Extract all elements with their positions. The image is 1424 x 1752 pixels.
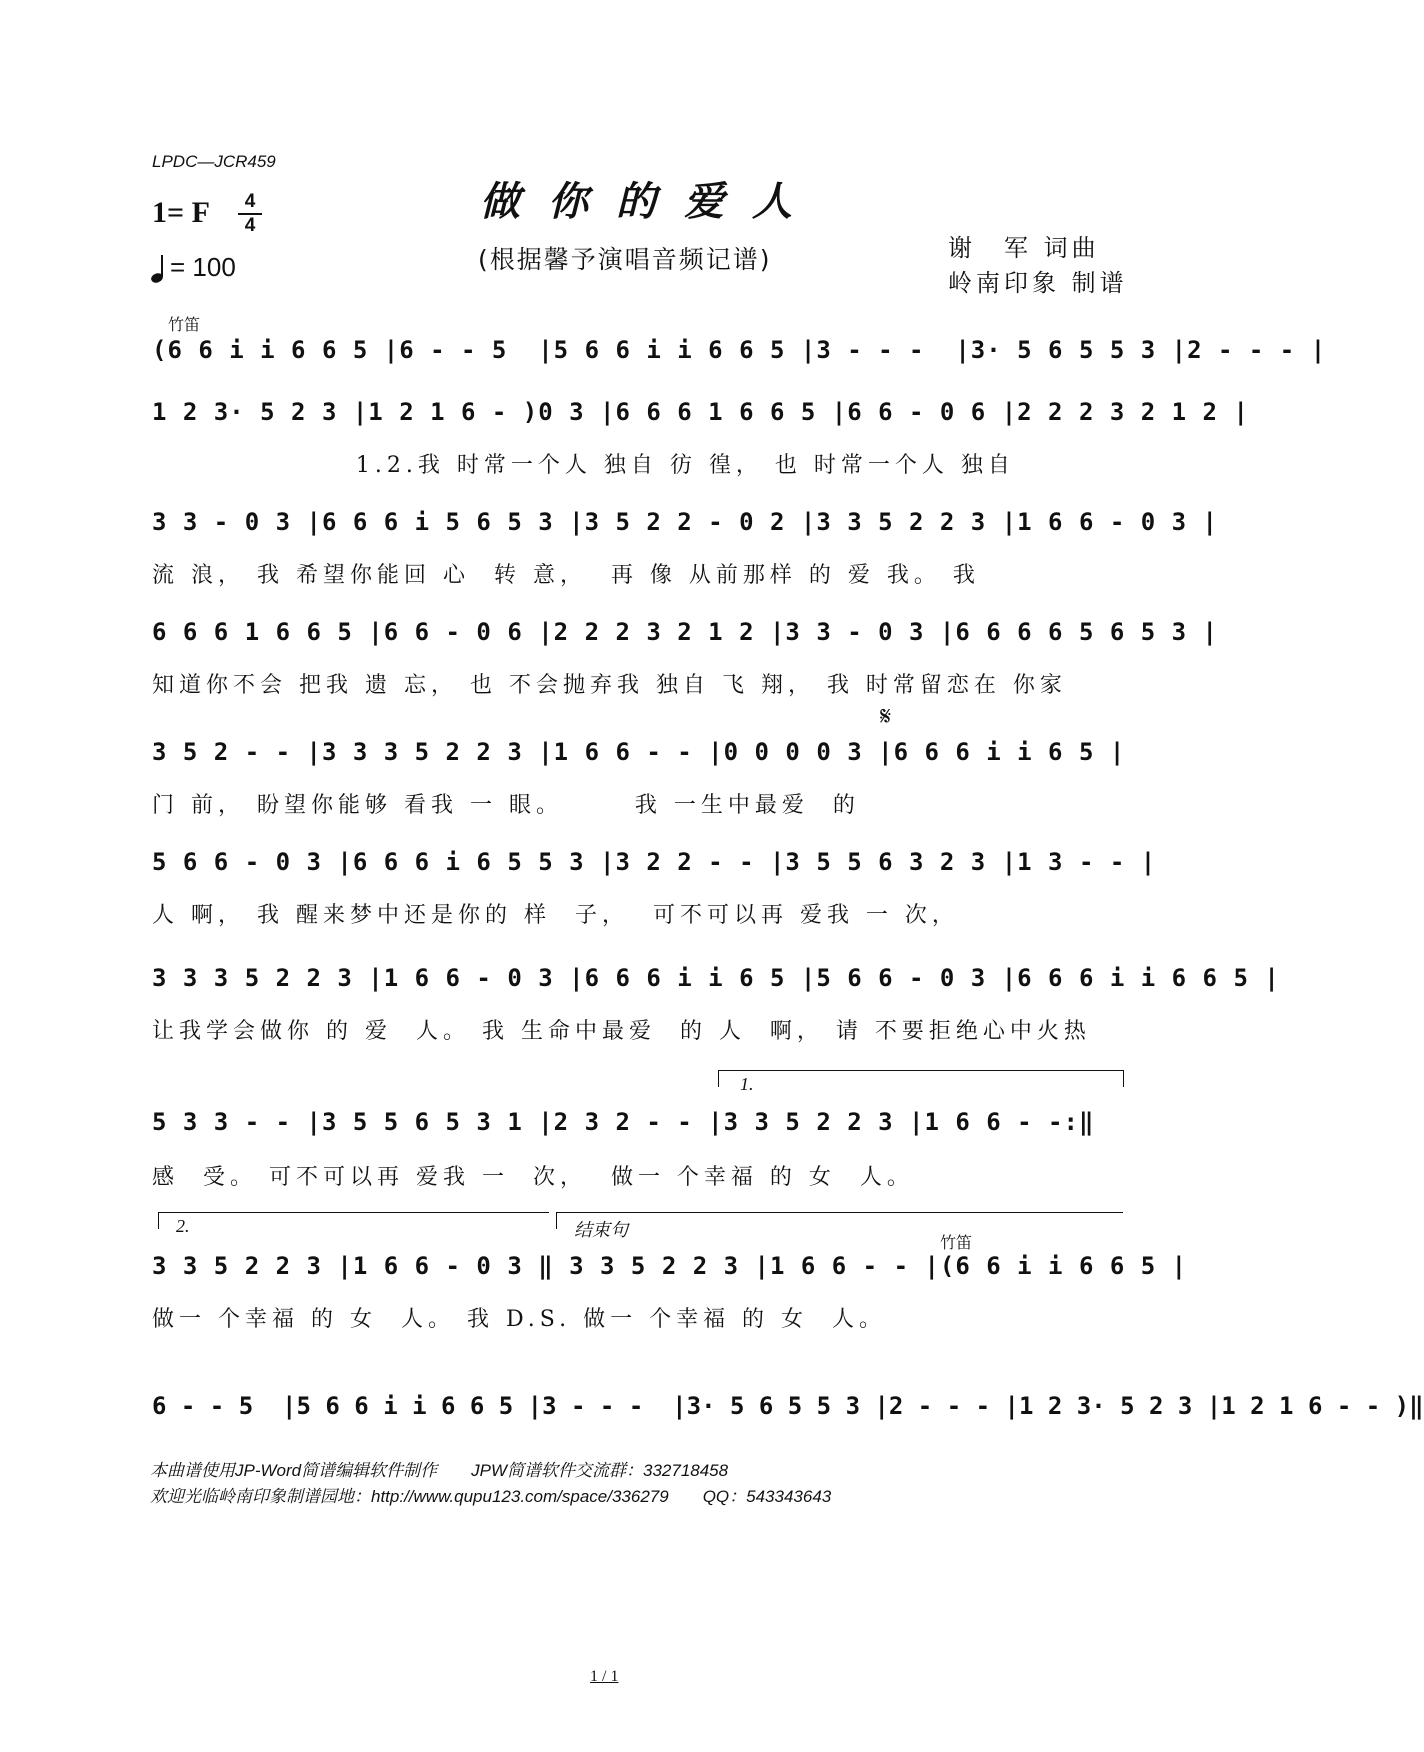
lyrics-line: 知道你不会 把我 遗 忘， 也 不会抛弃我 独自 飞 翔， 我 时常留恋在 你家	[152, 673, 1067, 698]
lyrics-line: 门 前， 盼望你能够 看我 一 眼。 我 一生中最爱 的	[152, 793, 860, 818]
time-numerator: 4	[244, 191, 256, 212]
notation-line: (6 6 i i 6 6 5 |6 - - 5 |5 6 6 i i 6 6 5 |3 - - - |3· 5 6 5 5 3 |2 - - - |	[152, 336, 1327, 364]
notation-line: 1 2 3· 5 2 3 |1 2 1 6 - )0 3 |6 6 6 1 6 6 5 |6 6 - 0 6 |2 2 2 3 2 1 2 |	[152, 398, 1249, 426]
notation-line: 3 5 2 - - |3 3 3 5 2 2 3 |1 6 6 - - |0 0 0 0 3 |6 6 6 i i 6 5 |	[152, 738, 1126, 766]
notation-line: 6 - - 5 |5 6 6 i i 6 6 5 |3 - - - |3· 5 6 5 5 3 |2 - - - |1 2 3· 5 2 3 |1 2 1 6 - - )‖	[152, 1392, 1424, 1420]
footer-line: 本曲谱使用JP-Word简谱编辑软件制作 JPW简谱软件交流群：332718458	[150, 1461, 729, 1480]
notation-line: 5 3 3 - - |3 5 5 6 5 3 1 |2 3 2 - - |3 3 5 2 2 3 |1 6 6 - -:‖	[152, 1108, 1095, 1136]
notation-line: 6 6 6 1 6 6 5 |6 6 - 0 6 |2 2 2 3 2 1 2 |3 3 - 0 3 |6 6 6 6 5 6 5 3 |	[152, 618, 1218, 646]
arranger: 岭南印象 制谱	[948, 269, 1128, 297]
score-code: LPDC—JCR459	[152, 152, 276, 171]
first-ending-bracket	[718, 1070, 1124, 1087]
second-ending-label: 2.	[176, 1216, 190, 1236]
lyrics-line: 感 受。 可不可以再 爱我 一 次， 做一 个幸福 的 女 人。	[152, 1165, 914, 1190]
instrument-label: 竹笛	[168, 315, 201, 334]
time-signature	[238, 192, 262, 236]
tempo-value: = 100	[170, 252, 236, 282]
footer-line: 欢迎光临岭南印象制谱园地：http://www.qupu123.com/space/336279 QQ：543343643	[150, 1487, 832, 1506]
first-ending-label: 1.	[740, 1074, 754, 1094]
segno-sign: 𝄋	[880, 702, 892, 732]
key-signature: 1= F	[152, 196, 210, 229]
lyricist-composer: 谢 军 词曲	[948, 234, 1100, 262]
lyrics-line: 做一 个幸福 的 女 人。 我 D.S. 做一 个幸福 的 女 人。	[152, 1307, 887, 1332]
notation-line: 3 3 5 2 2 3 |1 6 6 - 0 3 ‖ 3 3 5 2 2 3 |1 6 6 - - |(6 6 i i 6 6 5 |	[152, 1252, 1188, 1280]
lyrics-line: 人 啊， 我 醒来梦中还是你的 样 子， 可不可以再 爱我 一 次，	[152, 903, 959, 928]
coda-bracket	[556, 1212, 1123, 1229]
lyrics-line: 流 浪， 我 希望你能回 心 转 意， 再 像 从前那样 的 爱 我。 我	[152, 563, 980, 588]
instrument-label: 竹笛	[940, 1233, 973, 1252]
notation-line: 5 6 6 - 0 3 |6 6 6 i 6 5 5 3 |3 2 2 - - |3 5 5 6 3 2 3 |1 3 - - |	[152, 848, 1157, 876]
lyrics-line: 让我学会做你 的 爱 人。 我 生命中最爱 的 人 啊， 请 不要拒绝心中火热	[152, 1019, 1091, 1044]
score-title: 做你的爱人	[480, 178, 820, 225]
second-ending-bracket	[158, 1212, 549, 1229]
notation-line: 3 3 3 5 2 2 3 |1 6 6 - 0 3 |6 6 6 i i 6 5 |5 6 6 - 0 3 |6 6 6 i i 6 6 5 |	[152, 964, 1280, 992]
page-number: 1 / 1	[590, 1668, 619, 1685]
coda-label: 结束句	[574, 1220, 628, 1240]
time-denominator: 4	[244, 215, 256, 236]
notation-line: 3 3 - 0 3 |6 6 6 i 5 6 5 3 |3 5 2 2 - 0 2 |3 3 5 2 2 3 |1 6 6 - 0 3 |	[152, 508, 1218, 536]
score-subtitle: (根据馨予演唱音频记谱)	[478, 245, 772, 274]
quarter-note-icon	[150, 253, 166, 283]
tempo-mark	[150, 252, 236, 283]
lyrics-line: 1.2.我 时常一个人 独自 彷 徨， 也 时常一个人 独自	[152, 453, 1015, 478]
